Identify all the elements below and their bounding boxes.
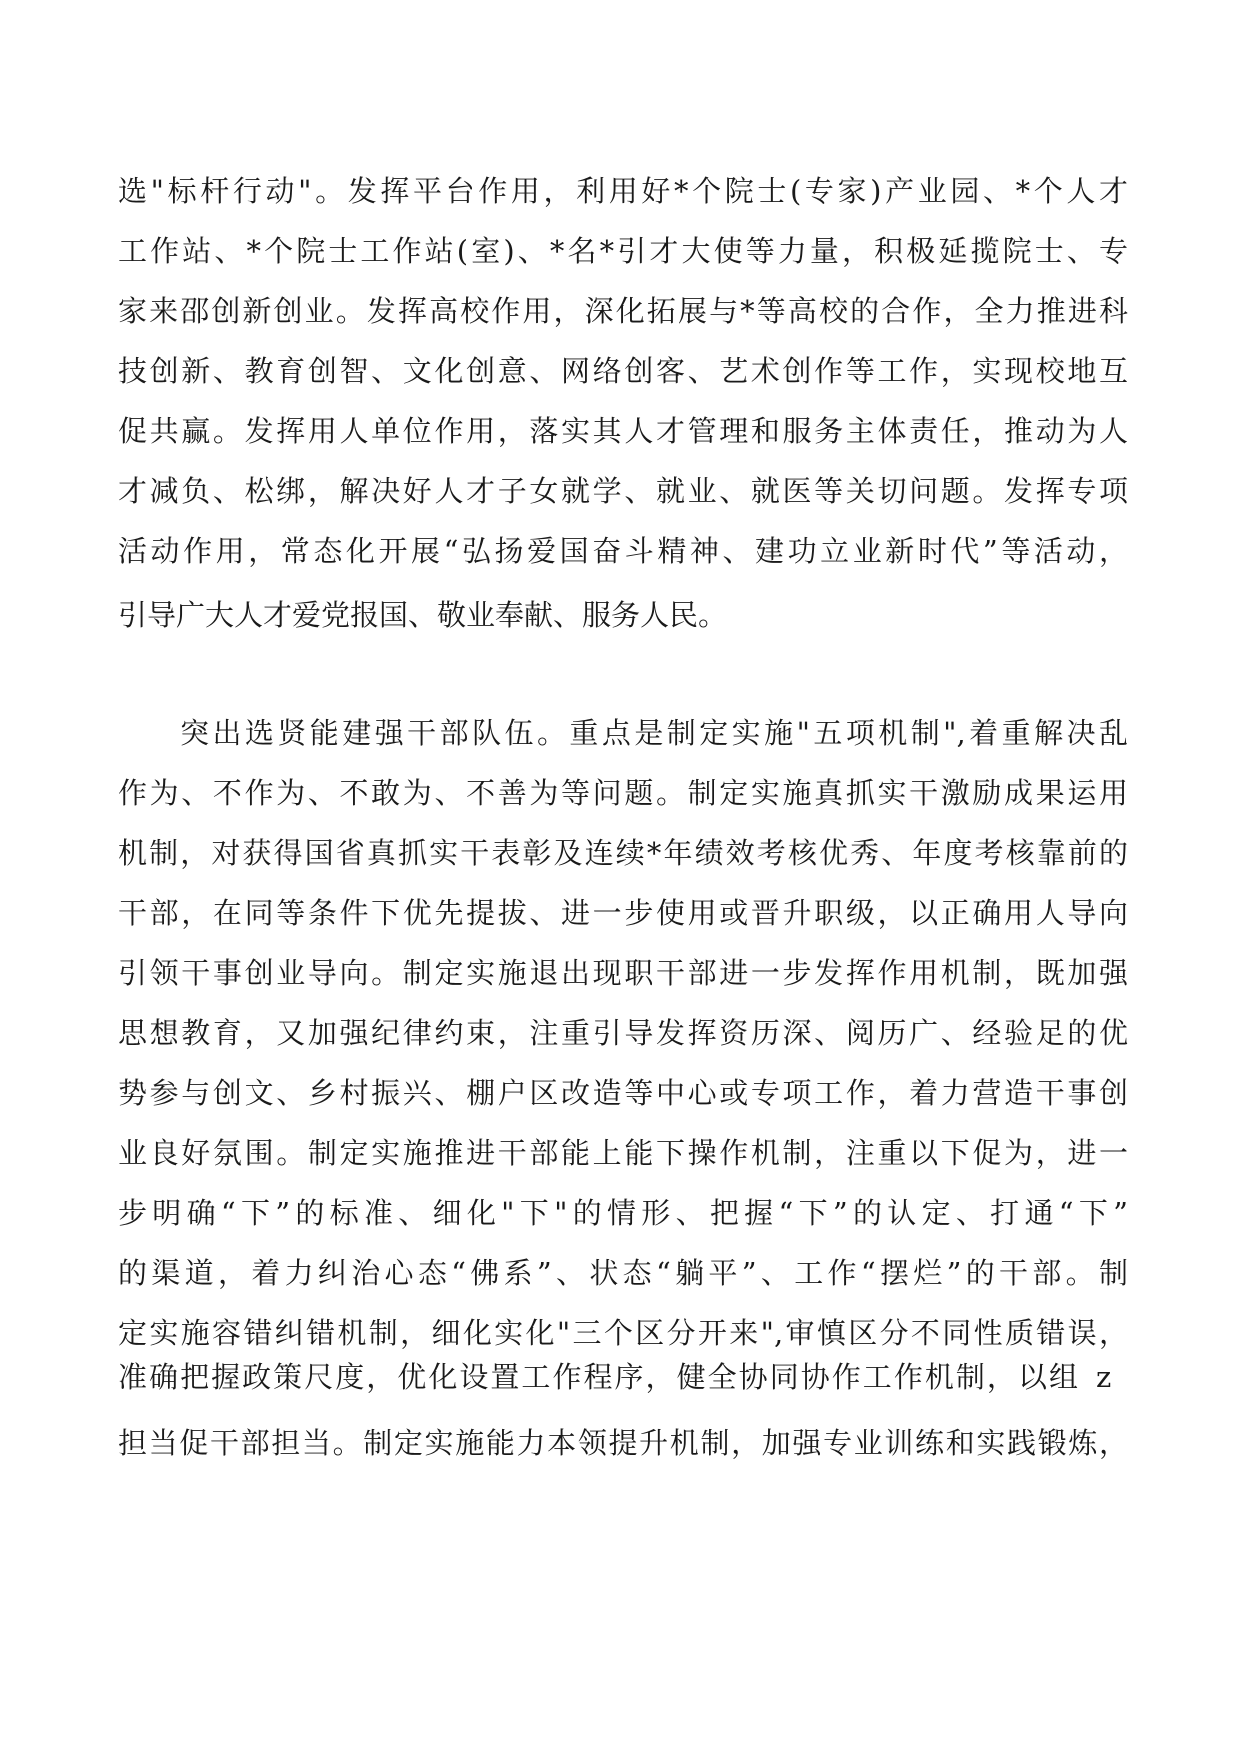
stray-character: z: [1096, 1360, 1112, 1394]
text-line: 准确把握政策尺度，优化设置工作程序，健全协同协作工作机制，以组: [118, 1360, 1078, 1394]
text-line: 工作站、*个院士工作站(室)、*名*引才大使等力量，积极延揽院士、专: [118, 234, 1128, 268]
text-line: 机制，对获得国省真抓实干表彰及连续*年绩效考核优秀、年度考核靠前的: [118, 836, 1128, 870]
text-line: 突出选贤能建强干部队伍。重点是制定实施"五项机制",着重解决乱: [180, 716, 1128, 750]
text-line: 引导广大人才爱党报国、敬业奉献、服务人民。: [118, 598, 728, 632]
text-line: 家来邵创新创业。发挥高校作用，深化拓展与*等高校的合作，全力推进科: [118, 294, 1128, 328]
text-line: 技创新、教育创智、文化创意、网络创客、艺术创作等工作，实现校地互: [118, 354, 1128, 388]
text-line: 的渠道，着力纠治心态“佛系”、状态“躺平”、工作“摆烂”的干部。制: [118, 1256, 1128, 1290]
text-line: 思想教育，又加强纪律约束，注重引导发挥资历深、阅历广、经验足的优: [118, 1016, 1128, 1050]
text-line: 作为、不作为、不敢为、不善为等问题。制定实施真抓实干激励成果运用: [118, 776, 1128, 810]
text-line: 促共赢。发挥用人单位作用，落实其人才管理和服务主体责任，推动为人: [118, 414, 1128, 448]
text-line: 步明确“下”的标准、细化"下"的情形、把握“下”的认定、打通“下”: [118, 1196, 1128, 1230]
text-line: 干部，在同等条件下优先提拔、进一步使用或晋升职级，以正确用人导向: [118, 896, 1128, 930]
text-line: 选"标杆行动"。发挥平台作用，利用好*个院士(专家)产业园、*个人才: [118, 174, 1128, 208]
text-line: 业良好氛围。制定实施推进干部能上能下操作机制，注重以下促为，进一: [118, 1136, 1128, 1170]
text-line: 担当促干部担当。制定实施能力本领提升机制，加强专业训练和实践锻炼，: [118, 1426, 1128, 1460]
text-line: 引领干事创业导向。制定实施退出现职干部进一步发挥作用机制，既加强: [118, 956, 1128, 990]
text-line: 定实施容错纠错机制，细化实化"三个区分开来",审慎区分不同性质错误，: [118, 1316, 1128, 1350]
text-line: 活动作用，常态化开展“弘扬爱国奋斗精神、建功立业新时代”等活动，: [118, 534, 1128, 568]
text-line: 势参与创文、乡村振兴、棚户区改造等中心或专项工作，着力营造干事创: [118, 1076, 1128, 1110]
text-line: 才减负、松绑，解决好人才子女就学、就业、就医等关切问题。发挥专项: [118, 474, 1128, 508]
